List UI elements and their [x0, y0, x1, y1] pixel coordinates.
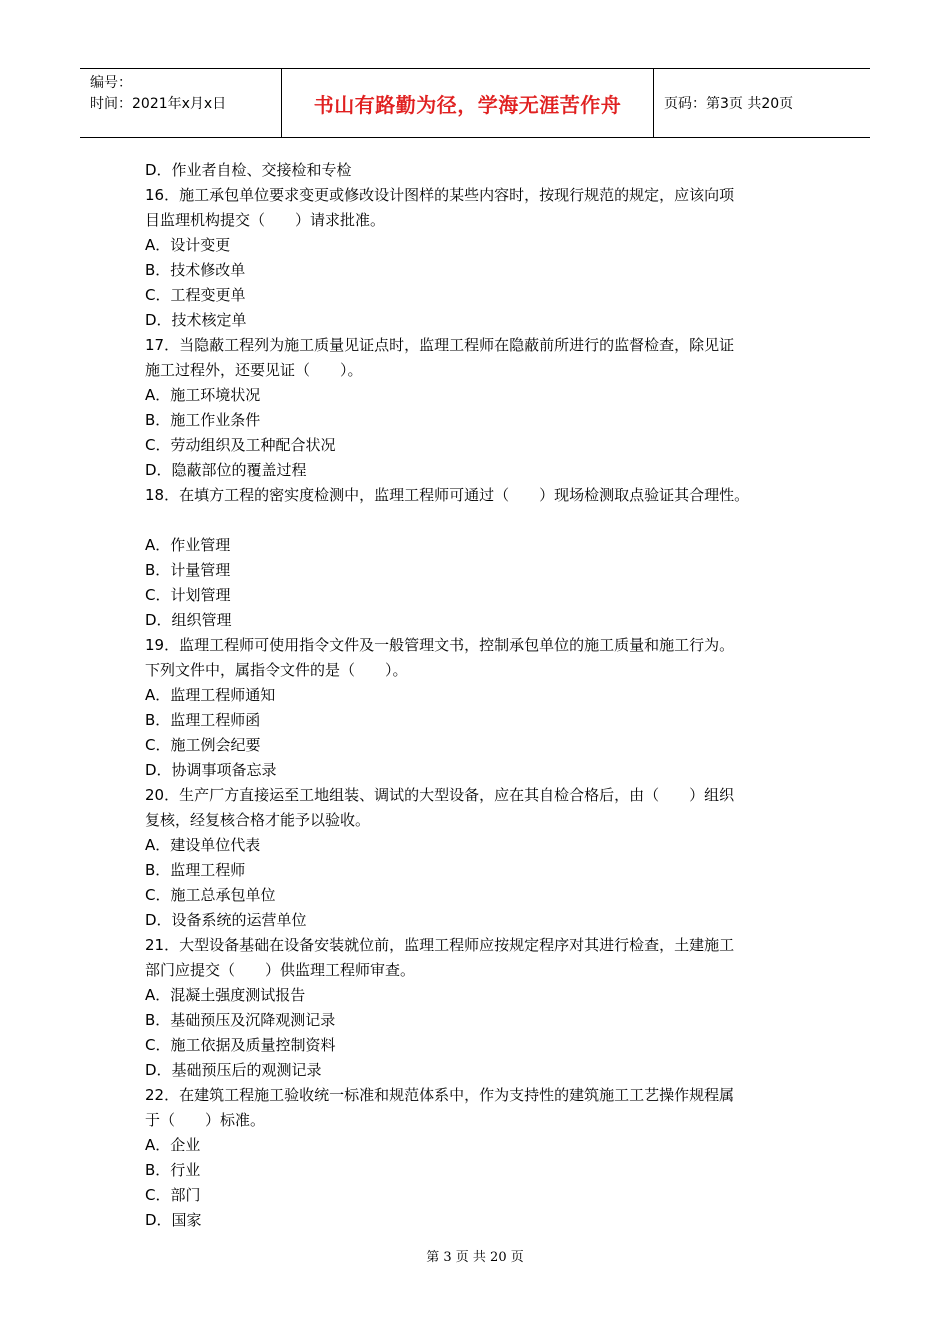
text-line: A．企业	[145, 1136, 201, 1154]
text-line: D．组织管理	[145, 611, 232, 629]
text-line: 目监理机构提交（ ）请求批准。	[145, 211, 386, 229]
text-line: B．行业	[145, 1161, 201, 1179]
text-line: B．技术修改单	[145, 261, 246, 279]
text-line: C．劳动组织及工种配合状况	[145, 436, 336, 454]
text-line: B．施工作业条件	[145, 411, 261, 429]
text-line: 下列文件中，属指令文件的是（ ）。	[145, 661, 408, 679]
document-body	[145, 158, 825, 1233]
text-line: C．施工总承包单位	[145, 886, 276, 904]
text-line: A．作业管理	[145, 536, 231, 554]
text-line: A．混凝土强度测试报告	[145, 986, 306, 1004]
text-line: C．施工例会纪要	[145, 736, 261, 754]
text-line: 16．施工承包单位要求变更或修改设计图样的某些内容时，按现行规范的规定，应该向项	[145, 186, 735, 204]
header-page-info: 页码：第3页 共20页	[664, 96, 794, 112]
text-line: D．基础预压后的观测记录	[145, 1061, 322, 1079]
blank-line	[145, 508, 825, 533]
text-line: 17．当隐蔽工程列为施工质量见证点时，监理工程师在隐蔽前所进行的监督检查，除见证	[145, 336, 735, 354]
text-line: 19．监理工程师可使用指令文件及一般管理文书，控制承包单位的施工质量和施工行为。	[145, 636, 735, 654]
header-time-label: 时间：2021年x月x日	[90, 96, 227, 112]
text-line: D．协调事项备忘录	[145, 761, 277, 779]
text-line: C．施工依据及质量控制资料	[145, 1036, 336, 1054]
text-line: C．工程变更单	[145, 286, 246, 304]
text-line: C．计划管理	[145, 586, 231, 604]
text-line: A．设计变更	[145, 236, 231, 254]
text-line: 部门应提交（ ）供监理工程师审查。	[145, 961, 416, 979]
text-line: 于（ ）标准。	[145, 1111, 266, 1129]
header-number-label: 编号：	[90, 75, 132, 91]
text-line: 18．在填方工程的密实度检测中，监理工程师可通过（ ）现场检测取点验证其合理性。	[145, 486, 750, 504]
text-line: A．施工环境状况	[145, 386, 261, 404]
page-header	[80, 68, 870, 138]
header-meta	[80, 69, 282, 137]
text-line: A．建设单位代表	[145, 836, 261, 854]
text-line: 施工过程外，还要见证（ ）。	[145, 361, 363, 379]
text-line: B．监理工程师函	[145, 711, 261, 729]
text-line: D．设备系统的运营单位	[145, 911, 307, 929]
text-line: B．基础预压及沉降观测记录	[145, 1011, 336, 1029]
text-line: B．计量管理	[145, 561, 231, 579]
text-line: 复核，经复核合格才能予以验收。	[145, 811, 371, 829]
text-line: D．作业者自检、交接检和专检	[145, 161, 352, 179]
text-line: 22．在建筑工程施工验收统一标准和规范体系中，作为支持性的建筑施工工艺操作规程属	[145, 1086, 735, 1104]
text-line: A．监理工程师通知	[145, 686, 276, 704]
text-line: D．国家	[145, 1211, 202, 1229]
text-line: C．部门	[145, 1186, 201, 1204]
page-footer: 第 3 页 共 20 页	[426, 1250, 524, 1265]
text-line: 20．生产厂方直接运至工地组装、调试的大型设备，应在其自检合格后，由（ ）组织	[145, 786, 735, 804]
text-line: D．技术核定单	[145, 311, 247, 329]
text-line: D．隐蔽部位的覆盖过程	[145, 461, 307, 479]
header-motto: 书山有路勤为径，学海无涯苦作舟	[282, 69, 654, 137]
text-line: B．监理工程师	[145, 861, 246, 879]
text-line: 21．大型设备基础在设备安装就位前，监理工程师应按规定程序对其进行检查，土建施工	[145, 936, 735, 954]
